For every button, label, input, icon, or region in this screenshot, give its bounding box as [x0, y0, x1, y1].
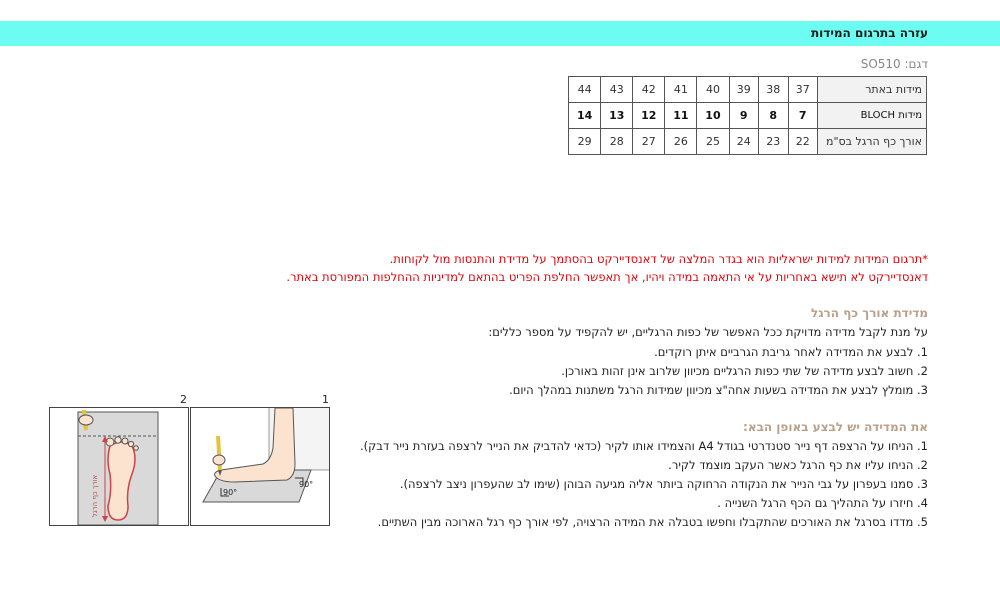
step-item: 1. הניחו על הרצפה דף נייר סטנדרטי בגודל A4 והצמידו אותו לקיר (כדאי להדביק את הנייר לרצפה בעזרת נייר דבק). [360, 439, 928, 453]
measure-intro: על מנת לקבל מדידה מדויקת ככל האפשר של כפות הרגליים, יש להקפיד על מספר כללים: [488, 325, 928, 339]
step-item: 2. הניחו עליו את כף הרגל כאשר העקב מוצמד לקיר. [668, 458, 928, 472]
size-cell: 41 [665, 77, 697, 103]
howto-section-title: את המדידה יש לבצע באופן הבא: [743, 420, 928, 434]
size-cell: 9 [729, 103, 759, 129]
size-cell: 37 [788, 77, 818, 103]
rule-item: 2. חשוב לבצע מדידה של שתי כפות הרגליים מכיוון שלרוב אינן זהות באורכן. [561, 364, 928, 378]
size-cell: 7 [788, 103, 818, 129]
size-cell: 26 [665, 129, 697, 155]
step-item: 3. סמנו בעפרון על גבי הנייר את הנקודה הרחוקה ביותר אליה מגיעה הבוהן (שימו לב שהעפרון ניצב לרצפה). [399, 477, 928, 491]
size-cell: 12 [633, 103, 665, 129]
figure-side-view-illustration [190, 407, 330, 526]
foot-length-label: אורך כף הרגל [91, 474, 99, 518]
size-cell: 43 [601, 77, 633, 103]
size-cell: 23 [759, 129, 789, 155]
size-cell: 28 [601, 129, 633, 155]
size-cell: 25 [697, 129, 729, 155]
disclaimer-note: *תרגום המידות למידות ישראליות הוא בגדר המלצה של דאנסדיירקט בהסתמך על מדידת והתנסות מול לקוחות. [389, 252, 928, 266]
size-cell: 14 [569, 103, 601, 129]
size-cell: 44 [569, 77, 601, 103]
angle-label: 90° [299, 480, 314, 489]
size-cell: 10 [697, 103, 729, 129]
header-bar [0, 21, 1000, 46]
size-cell: 24 [729, 129, 759, 155]
size-row-label: מידות באתר [818, 77, 927, 103]
size-table-row [569, 103, 927, 129]
size-cell: 8 [759, 103, 789, 129]
size-row-label: אורך כף הרגל בס"מ [818, 129, 927, 155]
page-title: עזרה בתרגום המידות [810, 26, 928, 40]
figure-2-number: 2 [180, 393, 187, 406]
rule-item: 3. מומלץ לבצע את המדידה בשעות אחה"צ מכיוון שמידות הרגל משתנות במהלך היום. [509, 383, 928, 397]
size-cell: 39 [729, 77, 759, 103]
size-cell: 22 [788, 129, 818, 155]
figure-top-view-illustration [49, 407, 189, 526]
size-table-row [569, 129, 927, 155]
size-cell: 13 [601, 103, 633, 129]
size-conversion-table [568, 76, 927, 155]
step-item: 4. חיזרו על התהליך גם הכף הרגל השנייה . [717, 496, 928, 510]
model-label: דגם: SO510 [860, 57, 928, 71]
size-row-label: מידות BLOCH [818, 103, 927, 129]
size-cell: 29 [569, 129, 601, 155]
size-cell: 27 [633, 129, 665, 155]
measure-section-title: מדידת אורך כף הרגל [810, 306, 928, 320]
size-cell: 40 [697, 77, 729, 103]
angle-label: 90° [223, 488, 238, 497]
disclaimer-note: דאנסדיירקט לא תישא באחריות על אי התאמה במידה ויהיו, אך תאפשר החלפת הפריט בהתאם למדיניות ההחלפות המפורסת באתר. [286, 270, 928, 284]
figure-1-number: 1 [322, 393, 329, 406]
size-cell: 11 [665, 103, 697, 129]
step-item: 5. מדדו בסרגל את האורכים שהתקבלו וחפשו בטבלה את המידה הרצויה, לפי אורך כף רגל הארוכה מבין השתיים. [377, 515, 928, 529]
size-cell: 38 [759, 77, 789, 103]
size-cell: 42 [633, 77, 665, 103]
size-table-row [569, 77, 927, 103]
rule-item: 1. לבצע את המדידה לאחר גריבת הגרביים איתן רוקדים. [654, 345, 928, 359]
